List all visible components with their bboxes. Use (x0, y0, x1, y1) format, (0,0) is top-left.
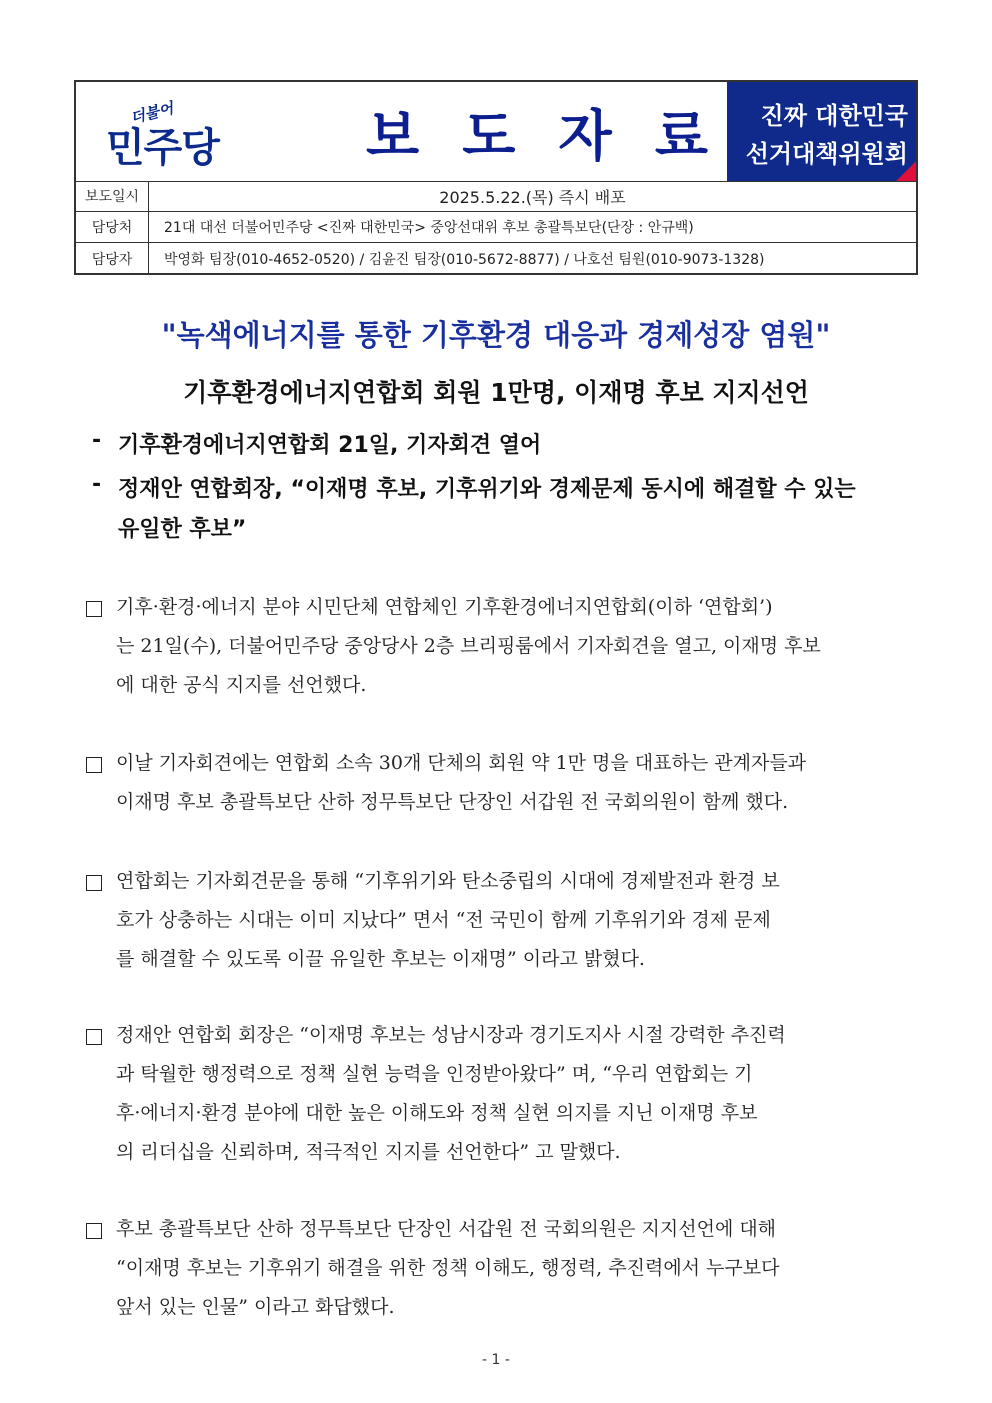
bullet-dash: - (92, 428, 102, 453)
bullet-text: 정재안 연합회장, “이재명 후보, 기후위기와 경제문제 동시에 해결할 수 있는 (118, 477, 856, 502)
paragraph (84, 1214, 910, 1324)
paragraph (84, 1020, 910, 1170)
badge-line-2: 선거대책위원회 (745, 140, 908, 168)
info-row-contacts (76, 243, 916, 274)
paragraph-line: 앞서 있는 인물” 이라고 화답했다. (116, 1296, 395, 1318)
bullet-text: 유일한 후보” (118, 517, 247, 542)
bullet-text: 기후환경에너지연합회 21일, 기자회견 열어 (118, 433, 542, 458)
info-row-department (76, 212, 916, 243)
info-value: 2025.5.22.(목) 즉시 배포 (439, 187, 626, 207)
paragraph (84, 866, 910, 976)
header-top-row (76, 82, 916, 182)
paragraph-line: 후·에너지·환경 분야에 대한 높은 이해도와 정책 실현 의지를 지닌 이재명 후보 (116, 1102, 758, 1124)
info-label: 보도일시 (76, 181, 149, 211)
info-label: 담당처 (76, 212, 149, 242)
info-value: 박영화 팀장(010-4652-0520) / 김윤진 팀장(010-5672-8877) / 나호선 팀원(010-9073-1328) (164, 251, 765, 268)
paragraph-line: 기후·환경·에너지 분야 시민단체 연합체인 기후환경에너지연합회(이하 ‘연합회’) (116, 596, 773, 618)
info-value: 21대 대선 더불어민주당 <진짜 대한민국> 중앙선대위 후보 총괄특보단(단장 : 안규백) (164, 220, 694, 236)
paragraph-line: 후보 총괄특보단 산하 정무특보단 단장인 서갑원 전 국회의원은 지지선언에 대해 (116, 1218, 777, 1240)
paragraph-line: 에 대한 공식 지지를 선언했다. (116, 674, 367, 696)
paragraph (84, 748, 910, 820)
committee-badge (727, 82, 916, 181)
checkbox-bullet (86, 601, 102, 617)
paragraph-line: 과 탁월한 행정력으로 정책 실현 능력을 인정받아왔다” 며, “우리 연합회는 기 (116, 1063, 753, 1085)
logo-big-text: 민주당 (106, 125, 219, 171)
paragraph-line: 이재명 후보 총괄특보단 산하 정무특보단 단장인 서갑원 전 국회의원이 함께 했다. (116, 791, 789, 813)
checkbox-bullet (86, 875, 102, 891)
bullet-dash: - (92, 472, 102, 497)
page-number: - 1 - (482, 1352, 510, 1368)
bullet-item (92, 428, 912, 458)
checkbox-bullet (86, 1029, 102, 1045)
paragraph (84, 592, 910, 702)
badge-line-1: 진짜 대한민국 (760, 102, 908, 130)
paragraph-line: 정재안 연합회 회장은 “이재명 후보는 성남시장과 경기도지사 시절 강력한 추진력 (116, 1024, 786, 1046)
subheadline: 기후환경에너지연합회 회원 1만명, 이재명 후보 지지선언 (183, 378, 809, 407)
paragraph-line: 를 해결할 수 있도록 이끌 유일한 후보는 이재명” 이라고 밝혔다. (116, 948, 645, 970)
paragraph-line: 호가 상충하는 시대는 이미 지났다” 면서 “전 국민이 함께 기후위기와 경제 문제 (116, 909, 771, 931)
party-logo (106, 94, 236, 174)
logo-small-text: 더불어 (128, 98, 176, 127)
info-row-date (76, 181, 916, 212)
paragraph-line: 는 21일(수), 더불어민주당 중앙당사 2층 브리핑룸에서 기자회견을 열고, 이재명 후보 (116, 635, 821, 657)
page-title: 보 도 자 료 (366, 104, 720, 168)
checkbox-bullet (86, 1223, 102, 1239)
bullet-item (92, 472, 912, 542)
checkbox-bullet (86, 757, 102, 773)
headline: "녹색에너지를 통한 기후환경 대응과 경제성장 염원" (161, 318, 831, 352)
paragraph-line: 이날 기자회견에는 연합회 소속 30개 단체의 회원 약 1만 명을 대표하는 관계자들과 (116, 752, 807, 774)
paragraph-line: 의 리더십을 신뢰하며, 적극적인 지지를 선언한다” 고 말했다. (116, 1141, 621, 1163)
paragraph-line: 연합회는 기자회견문을 통해 “기후위기와 탄소중립의 시대에 경제발전과 환경 보 (116, 870, 780, 892)
press-header (74, 80, 918, 275)
info-label: 담당자 (76, 243, 149, 274)
paragraph-line: “이재명 후보는 기후위기 해결을 위한 정책 이해도, 행정력, 추진력에서 누구보다 (116, 1257, 780, 1279)
